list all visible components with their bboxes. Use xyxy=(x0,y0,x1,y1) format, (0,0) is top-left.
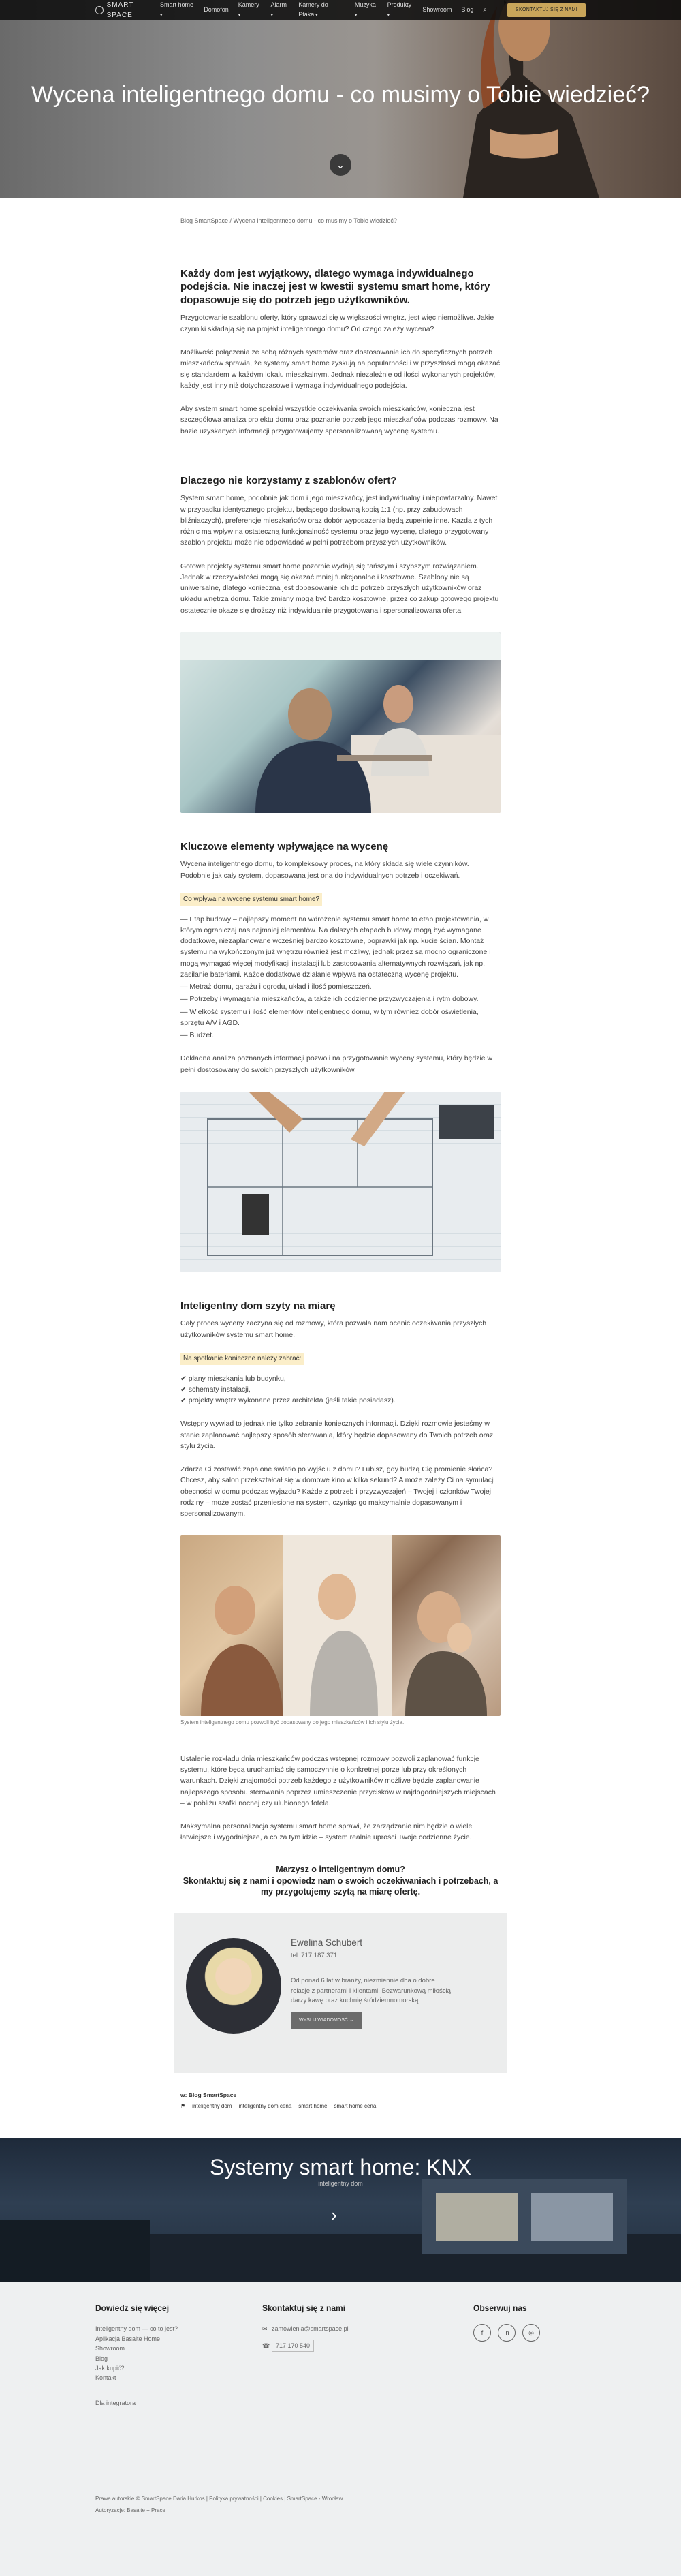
phone-icon: ☎ xyxy=(262,2342,270,2349)
nav-item-kamery[interactable]: Kamery ▾ xyxy=(238,1,262,20)
nav-item-smart-home[interactable]: Smart home ▾ xyxy=(160,1,194,20)
contact-cta-button[interactable]: SKONTAKTUJ SIĘ Z NAMI xyxy=(507,3,586,18)
nav-item-produkty[interactable]: Produkty ▾ xyxy=(387,1,413,20)
footer-email-row[interactable] xyxy=(262,2324,349,2333)
nav-item-alarm[interactable]: Alarm ▾ xyxy=(270,1,289,20)
meeting-photo xyxy=(180,632,501,813)
page-title: Wycena inteligentnego domu - co musimy o Tobie wiedzieć? xyxy=(31,82,650,108)
footer-learn-more xyxy=(95,2302,178,2408)
intro-paragraph-1: Przygotowanie szablonu oferty, który sprawdzi się w większości wnętrz, jest więc niemożliwe. Jakie czynniki składają się na projekt inteligentnego domu? Od czego zależy wycena? xyxy=(180,313,494,333)
nav-item-blog[interactable]: Blog xyxy=(461,6,474,14)
chevron-down-icon[interactable]: ⌄ xyxy=(330,154,351,176)
section-paragraph: Cały proces wyceny zaczyna się od rozmowy, która pozwala nam ocenić oczekiwania przyszłych użytkowników systemu smart home. xyxy=(180,1319,487,1339)
factor-list xyxy=(180,914,501,1041)
banner-subtitle: inteligentny dom xyxy=(318,2179,363,2187)
section-paragraph: Maksymalna personalizacja systemu smart home sprawi, że zarządzanie nim będzie o wiele łatwiejsze i wygodniejsze, a co za tym idzie – system realnie uprości Twoje codzienne życie. xyxy=(180,1822,473,1842)
section-paragraph: Zdarza Ci zostawić zapalone światło po wyjściu z domu? Lubisz, gdy budzą Cię promienie słońca? Chcesz, aby salon przekształcał się w domowe kino w kilka sekund? A może zależy Ci na symulacji obecności w domu podczas wyjazdu? Każde z potrzeb i przyzwyczajeń – Twojej i członków Twojej rodziny – może zostać przeniesione na system, czyniąc go maksymalnie dopasowanym i spersonalizowanym. xyxy=(180,1465,495,1518)
cta-text xyxy=(180,1864,501,1899)
section-key-elements xyxy=(180,840,501,1272)
section-paragraph: Wstępny wywiad to jednak nie tylko zebranie koniecznych informacji. Dzięki rozmowie jesteśmy w stanie zaplanować najlepszy sposób sterowania, który będzie dopasowany do Twoich potrzeb oraz stylu życia. xyxy=(180,1420,494,1450)
tags-label[interactable]: w: Blog SmartSpace xyxy=(180,2091,237,2099)
section-paragraph: Ustalenie rozkładu dnia mieszkańców podczas wstępnej rozmowy pozwoli zaplanować funkcje systemu, które będą uruchamiać się samoczynnie o konkretnej porze lub przy określonych warunkach. Dzięki znajomości potrzeb każdego z użytkowników możliwe będzie zaplanowanie najlepszego sposobu sterowania poprzez umieszczenie przycisków w najdogodniejszych miejscach – w pobliżu szafki nocnej czy ulubionego fotela. xyxy=(180,1754,496,1807)
blueprint-photo xyxy=(180,1092,501,1272)
author-bio: Od ponad 6 lat w branży, niezmiennie dba o dobre relacje z partnerami i klientami. Bezwarunkową miłością darzy kawę oraz kuchnię śródziemnomorską. xyxy=(291,1977,451,2004)
intro-section xyxy=(180,267,501,437)
nav-item-muzyka[interactable]: Muzyka ▾ xyxy=(355,1,378,20)
logo[interactable] xyxy=(95,0,160,21)
footer-heading: Skontaktuj się z nami xyxy=(262,2303,346,2313)
logo-icon xyxy=(95,6,104,14)
list-item: — Potrzeby i wymagania mieszkańców, a także ich codzienne przyzwyczajenia i rytm dobowy. xyxy=(180,995,479,1004)
intro-paragraph-2: Możliwość połączenia ze sobą różnych systemów oraz dostosowanie ich do specyficznych potrzeb mieszkańców sprawia, że systemy smart home zyskują na popularności i w przyszłości mogą okazać się standardem w każdym lokalu mieszkalnym. Jednak niezależnie od ilości wykonanych projektów, każdy jest inny niż dotychczasowe i wymaga indywidualnego podejścia. xyxy=(180,348,501,390)
footer-link[interactable]: Blog xyxy=(95,2355,108,2362)
banner-title: Systemy smart home: KNX xyxy=(209,2154,472,2179)
send-message-button[interactable]: WYŚLIJ WIADOMOŚĆ → xyxy=(291,2012,362,2029)
cta-line-2: Skontaktuj się z nami i opowiedz nam o swoich oczekiwaniach i potrzebach, a my przygotujemy szytą na miarę ofertę. xyxy=(183,1875,498,1897)
intro-heading: Każdy dom jest wyjątkowy, dlatego wymaga indywidualnego podejścia. Nie inaczej jest w kwestii systemu smart home, który dopasowuje się do potrzeb jego użytkowników. xyxy=(180,267,490,306)
footer-social xyxy=(473,2302,540,2342)
tag-item[interactable]: smart home xyxy=(298,2103,328,2110)
tag-item[interactable]: inteligentny dom xyxy=(192,2103,232,2110)
tag-item[interactable]: smart home cena xyxy=(334,2103,377,2110)
list-item: — Wielkość systemu i ilość elementów inteligentnego domu, w tym również dobór oświetlenia, sprzętu A/V i AGD. xyxy=(180,1007,479,1027)
footer-link[interactable]: Jak kupić? xyxy=(95,2365,125,2372)
section-paragraph: Dokładna analiza poznanych informacji pozwoli na przygotowanie wyceny systemu, który będzie w pełni dostosowany do swoich przyszłych użytkowników. xyxy=(180,1054,493,1074)
section-paragraph: System smart home, podobnie jak dom i jego mieszkańcy, jest indywidualny i niepowtarzalny. Nawet w przypadku identycznego projektu, będącego dosłowną kopią 1:1 (np. przy zabudowach bliźniaczych), preferencje mieszkańców oraz dobór wyposażenia będą zupełnie inne. Każda z tych różnic ma wpływ na ostateczną funkcjonalność systemu oraz jego wycenę, dlatego przygotowany szablon projektu może nie odpowiadać w pełni potrzebom przyszłych użytkowników. xyxy=(180,494,498,547)
section-heading: Inteligentny dom szyty na miarę xyxy=(180,1300,336,1312)
cta-line-1: Marzysz o inteligentnym domu? xyxy=(276,1864,405,1874)
section-paragraph: Gotowe projekty systemu smart home pozornie wydają się tańszym i szybszym rozwiązaniem. Jednak w rzeczywistości mogą się okazać mniej funkcjonalne i kosztowne. Szablony nie są uniwersalne, dlatego konieczna jest dopasowanie ich do potrzeb przyszłych użytkowników oraz układu wnętrza domu. Takie zmiany mogą być bardzo kosztowne, przez co zakup gotowego projektu ostatecznie okaże się droższy niż indywidualnie przygotowana i spersonalizowana oferta. xyxy=(180,562,499,615)
tag-icon: ⚑ xyxy=(180,2103,186,2110)
author-card xyxy=(174,1913,507,2073)
footer-email: zamowienia@smartspace.pl xyxy=(272,2325,349,2333)
search-icon[interactable]: ⌕ xyxy=(483,6,488,14)
checklist xyxy=(180,1373,501,1407)
list-item: — Etap budowy – najlepszy moment na wdrożenie systemu smart home to etap projektowania, w którym ograniczaj nas najmniej elementów. Na dalszych etapach budowy mogą być wymagane dodatkowe, niezaplanowane wcześniej bardzo kosztowne, poprawki jak np. kucie ścian. Montaż systemu na wykończonym już wnętrzu również jest możliwy, jednak przez są mocno ograniczone i mogą wymagać więcej modyfikacji instalacji lub zastosowania alternatywnych rozwiązań, jak np. zasilanie bateriami. Każde dodatkowe działanie wpływa na ostateczną wycenę projektu. xyxy=(180,915,491,979)
footer-contact xyxy=(262,2302,349,2352)
footer-bottom xyxy=(95,2493,343,2517)
section-paragraph: Wycena inteligentnego domu, to kompleksowy proces, na który składa się wiele czynników. Podobnie jak cały system, dopasowana jest ona do indywidualnych potrzeb i oczekiwań. xyxy=(180,860,469,880)
chevron-right-icon[interactable]: › xyxy=(331,2204,337,2225)
linkedin-icon[interactable]: in xyxy=(498,2324,516,2342)
footer-authorizations: Autoryzacje: Basalte + Prace xyxy=(95,2507,165,2514)
footer-copyright[interactable]: Prawa autorskie © SmartSpace Daria Hurkos | Polityka prywatności | Cookies | SmartSpace - Wrocław xyxy=(95,2495,343,2502)
tags-section xyxy=(180,2091,501,2111)
article xyxy=(180,217,501,1898)
footer xyxy=(0,2282,681,2576)
checklist-item: ✔ schematy instalacji, xyxy=(180,1385,251,1394)
mail-icon: ✉ xyxy=(262,2325,268,2333)
footer-link[interactable]: Showroom xyxy=(95,2345,125,2352)
nav-links xyxy=(160,1,487,20)
section-templates xyxy=(180,474,501,813)
footer-link[interactable]: Aplikacja Basalte Home xyxy=(95,2335,161,2342)
footer-link[interactable]: Kontakt xyxy=(95,2374,116,2382)
intro-paragraph-3: Aby system smart home spełniał wszystkie oczekiwania swoich mieszkańców, konieczna jest szczegółowa analiza projektu domu oraz poznanie potrzeb jego mieszkańców podczas rozmowy. Na bazie uzyskanych informacji przygotowujemy spersonalizowaną wycenę systemu. xyxy=(180,405,498,435)
footer-phone: 717 170 540 xyxy=(272,2340,314,2352)
footer-link-integrator[interactable]: Dla integratora xyxy=(95,2399,136,2406)
author-phone[interactable]: tel. 717 187 371 xyxy=(291,1952,338,1960)
nav-item-domofon[interactable]: Domofon xyxy=(204,6,229,14)
section-heading: Dlaczego nie korzystamy z szablonów ofert? xyxy=(180,474,397,487)
photo-caption: System inteligentnego domu pozwoli być dopasowany do jego mieszkańców i ich stylu życia. xyxy=(180,1719,405,1726)
tag-item[interactable]: inteligentny dom cena xyxy=(238,2103,292,2110)
footer-heading: Obserwuj nas xyxy=(473,2303,527,2313)
list-item: — Metraż domu, garażu i ogrodu, układ i ilość pomieszczeń. xyxy=(180,983,372,992)
hero-section xyxy=(0,0,681,198)
facebook-icon[interactable]: f xyxy=(473,2324,491,2342)
nav-item-showroom[interactable]: Showroom xyxy=(422,6,452,14)
section-heading: Kluczowe elementy wpływające na wycenę xyxy=(180,840,389,853)
footer-link[interactable]: Inteligentny dom — co to jest? xyxy=(95,2325,178,2333)
author-avatar xyxy=(186,1938,281,2034)
breadcrumb[interactable]: Blog SmartSpace / Wycena inteligentnego domu - co musimy o Tobie wiedzieć? xyxy=(180,217,397,224)
top-navigation xyxy=(0,0,681,20)
logo-text: SMART SPACE xyxy=(106,1,134,19)
section-tailored xyxy=(180,1300,501,1843)
highlight-chip: Co wpływa na wycenę systemu smart home? xyxy=(180,893,322,906)
footer-phone-row[interactable] xyxy=(262,2334,349,2352)
checklist-item: ✔ plany mieszkania lub budynku, xyxy=(180,1374,286,1383)
author-name: Ewelina Schubert xyxy=(291,1937,363,1948)
checklist-item: ✔ projekty wnętrz wykonane przez architekta (jeśli takie posiadasz). xyxy=(180,1396,396,1405)
footer-heading: Dowiedz się więcej xyxy=(95,2303,170,2313)
meeting-photo-illustration xyxy=(180,632,501,813)
family-illustration xyxy=(180,1535,501,1716)
highlight-chip: Na spotkanie konieczne należy zabrać: xyxy=(180,1353,304,1365)
list-item: — Budżet. xyxy=(180,1031,215,1040)
instagram-icon[interactable]: ◎ xyxy=(522,2324,540,2342)
blueprint-illustration xyxy=(180,1092,501,1272)
family-photo xyxy=(180,1535,501,1716)
knx-banner[interactable] xyxy=(0,2138,681,2282)
nav-item-kamery-ptaka[interactable]: Kamery do Ptaka ▾ xyxy=(298,1,345,20)
